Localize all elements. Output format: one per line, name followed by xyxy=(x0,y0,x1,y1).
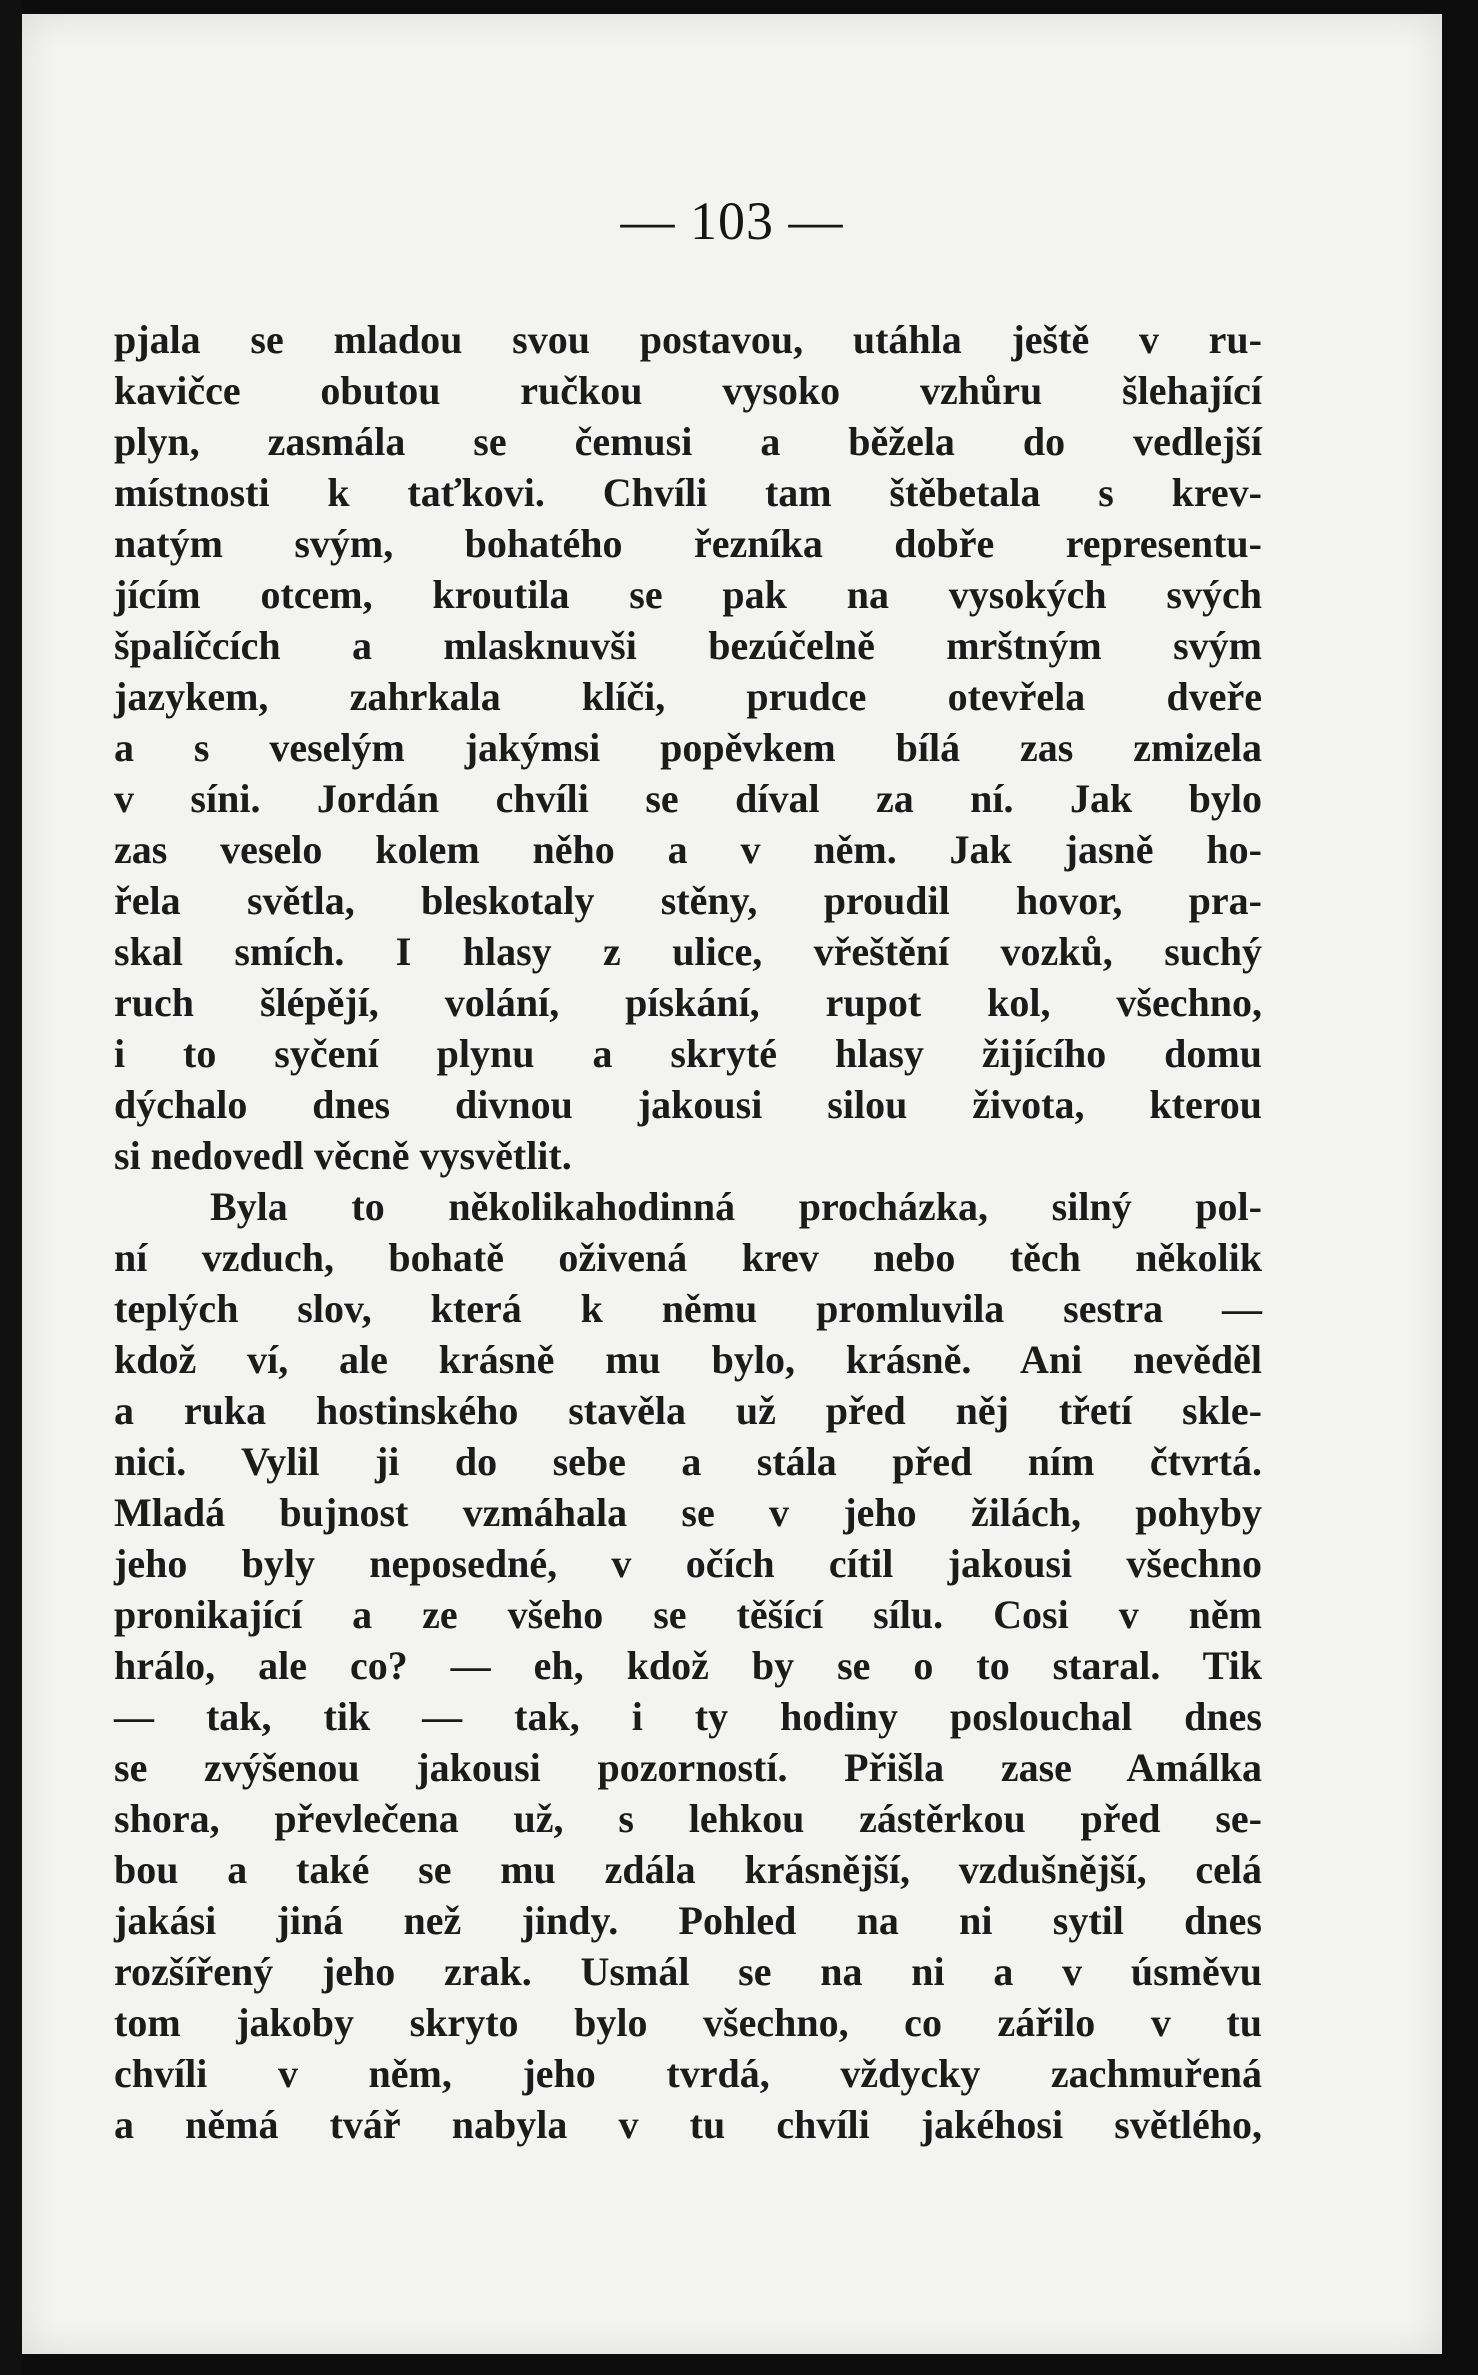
text-line: se zvýšenou jakousi pozorností. Přišla zase Amálka xyxy=(114,1745,1262,1790)
text-line: jazykem, zahrkala klíči, prudce otevřela dveře xyxy=(114,674,1262,719)
text-line: kdož ví, ale krásně mu bylo, krásně. Ani nevěděl xyxy=(114,1337,1262,1382)
text-line: bou a také se mu zdála krásnější, vzdušnější, celá xyxy=(114,1847,1262,1892)
body-text xyxy=(114,314,1262,2150)
text-line: špalíčcích a mlasknuvši bezúčelně mrštným svým xyxy=(114,623,1262,668)
text-line: a němá tvář nabyla v tu chvíli jakéhosi světlého, xyxy=(114,2102,1262,2147)
text-line: shora, převlečena už, s lehkou zástěrkou před se- xyxy=(114,1796,1262,1841)
text-line: rozšířený jeho zrak. Usmál se na ni a v úsměvu xyxy=(114,1949,1262,1994)
text-line: zas veselo kolem něho a v něm. Jak jasně ho- xyxy=(114,827,1262,872)
text-line: i to syčení plynu a skryté hlasy žijícího domu xyxy=(114,1031,1262,1076)
text-line: hrálo, ale co? — eh, kdož by se o to staral. Tik xyxy=(114,1643,1262,1688)
text-line: ruch šlépějí, volání, pískání, rupot kol, všechno, xyxy=(114,980,1262,1025)
text-line: Mladá bujnost vzmáhala se v jeho žilách, pohyby xyxy=(114,1490,1262,1535)
text-line: jeho byly neposedné, v očích cítil jakousi všechno xyxy=(114,1541,1262,1586)
text-line: — tak, tik — tak, i ty hodiny poslouchal dnes xyxy=(114,1694,1262,1739)
text-line: plyn, zasmála se čemusi a běžela do vedlejší xyxy=(114,419,1262,464)
paragraph-first-line: Byla to několikahodinná procházka, silný pol- xyxy=(210,1184,1262,1229)
text-line: chvíli v něm, jeho tvrdá, vždycky zachmuřená xyxy=(114,2051,1262,2096)
text-line: nici. Vylil ji do sebe a stála před ním čtvrtá. xyxy=(114,1439,1262,1484)
text-line: tom jakoby skryto bylo všechno, co zářilo v tu xyxy=(114,2000,1262,2045)
text-line: a ruka hostinského stavěla už před něj třetí skle- xyxy=(114,1388,1262,1433)
text-line: v síni. Jordán chvíli se díval za ní. Jak bylo xyxy=(114,776,1262,821)
paragraph-end-line: si nedovedl věcně vysvětlit. xyxy=(114,1133,572,1178)
text-line: teplých slov, která k němu promluvila sestra — xyxy=(114,1286,1262,1331)
text-line: pronikající a ze všeho se těšící sílu. Cosi v něm xyxy=(114,1592,1262,1637)
text-line: natým svým, bohatého řezníka dobře representu- xyxy=(114,521,1262,566)
page-sheet xyxy=(22,14,1442,2354)
book-spine-edge xyxy=(0,0,22,2375)
text-line: ní vzduch, bohatě oživená krev nebo těch několik xyxy=(114,1235,1262,1280)
text-line: pjala se mladou svou postavou, utáhla ještě v ru- xyxy=(114,317,1262,362)
text-line: kavičce obutou ručkou vysoko vzhůru šlehající xyxy=(114,368,1262,413)
text-line: skal smích. I hlasy z ulice, vřeštění vozků, suchý xyxy=(114,929,1262,974)
page-number: — 103 — xyxy=(620,191,844,251)
text-line: jakási jiná než jindy. Pohled na ni sytil dnes xyxy=(114,1898,1262,1943)
text-line: řela světla, bleskotaly stěny, proudil hovor, pra- xyxy=(114,878,1262,923)
text-line: dýchalo dnes divnou jakousi silou života, kterou xyxy=(114,1082,1262,1127)
text-line: jícím otcem, kroutila se pak na vysokých svých xyxy=(114,572,1262,617)
text-line: místnosti k taťkovi. Chvíli tam štěbetala s krev- xyxy=(114,470,1262,515)
text-line: a s veselým jakýmsi popěvkem bílá zas zmizela xyxy=(114,725,1262,770)
